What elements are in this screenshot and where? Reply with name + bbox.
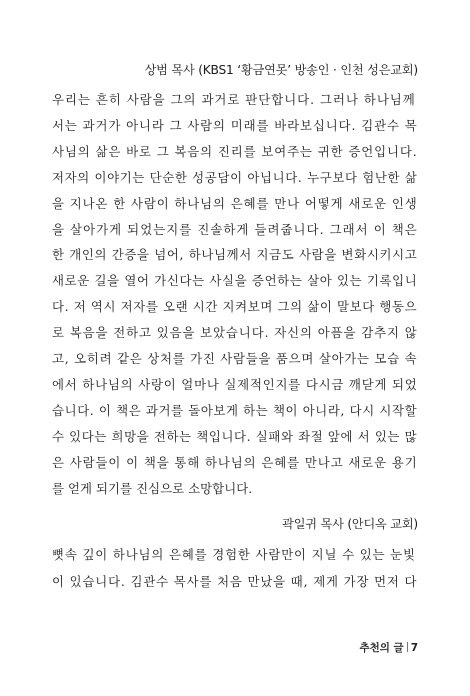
text-line: 수 있다는 희망을 전하는 책입니다. 실패와 좌절 앞에 서 있는 많 [52, 428, 418, 444]
text-line: 한 개인의 간증을 넘어, 하나님께서 지금도 사람을 변화시키시고 [52, 247, 418, 263]
text-line: 저자의 이야기는 단순한 성공담이 아닙니다. 누구보다 험난한 삶 [52, 169, 418, 185]
text-line: 에서 하나님의 사랑이 얼마나 실제적인지를 다시금 깨닫게 되었 [52, 376, 418, 392]
text-line: 뼛속 깊이 하나님의 은혜를 경험한 사람만이 지닐 수 있는 눈빛 [52, 547, 416, 562]
text-line: 를 얻게 되기를 진심으로 소망합니다. [52, 480, 253, 496]
recommender-name-2: 곽일귀 목사 (안디옥 교회) [282, 517, 418, 531]
recommender-name-1: 상범 목사 (KBS1 ‘황금연못’ 방송인 · 인천 성은교회) [144, 63, 418, 77]
text-line: 고, 오히려 같은 상처를 가진 사람들을 품으며 살아가는 모습 속 [52, 351, 418, 366]
page-number: 7 [410, 642, 418, 654]
text-line: 새로운 길을 열어 가신다는 사실을 증언하는 살아 있는 기록입니 [52, 273, 418, 289]
text-line: 을 살아가게 되었는지를 진솔하게 들려줍니다. 그래서 이 책은 [52, 221, 418, 237]
text-line: 습니다. 이 책은 과거를 돌아보게 하는 책이 아니라, 다시 시작할 [52, 402, 418, 418]
text-line: 우리는 흔히 사람을 그의 과거로 판단합니다. 그러나 하나님께 [52, 92, 416, 107]
footer-divider [407, 642, 408, 652]
text-line: 사님의 삶은 바로 그 복음의 진리를 보여주는 귀한 증언입니다. [52, 143, 418, 159]
text-line: 은 사람들이 이 책을 통해 하나님의 은혜를 만나고 새로운 용기 [52, 454, 418, 470]
text-line: 이 있습니다. 김관수 목사를 처음 만났을 때, 제게 가장 먼저 다 [52, 574, 418, 589]
footer-section-title: 추천의 글 [359, 642, 404, 654]
page-footer [359, 640, 418, 655]
text-line: 서는 과거가 아니라 그 사람의 미래를 바라보십니다. 김관수 목 [52, 117, 418, 133]
text-line: 로 복음을 전하고 있음을 보았습니다. 자신의 아픔을 감추지 않 [52, 325, 418, 341]
text-line: 을 지나온 한 사람이 하나님의 은혜를 만나 어떻게 새로운 인생 [52, 195, 418, 211]
text-line: 다. 저 역시 저자를 오랜 시간 지켜보며 그의 삶이 말보다 행동으 [52, 299, 418, 315]
